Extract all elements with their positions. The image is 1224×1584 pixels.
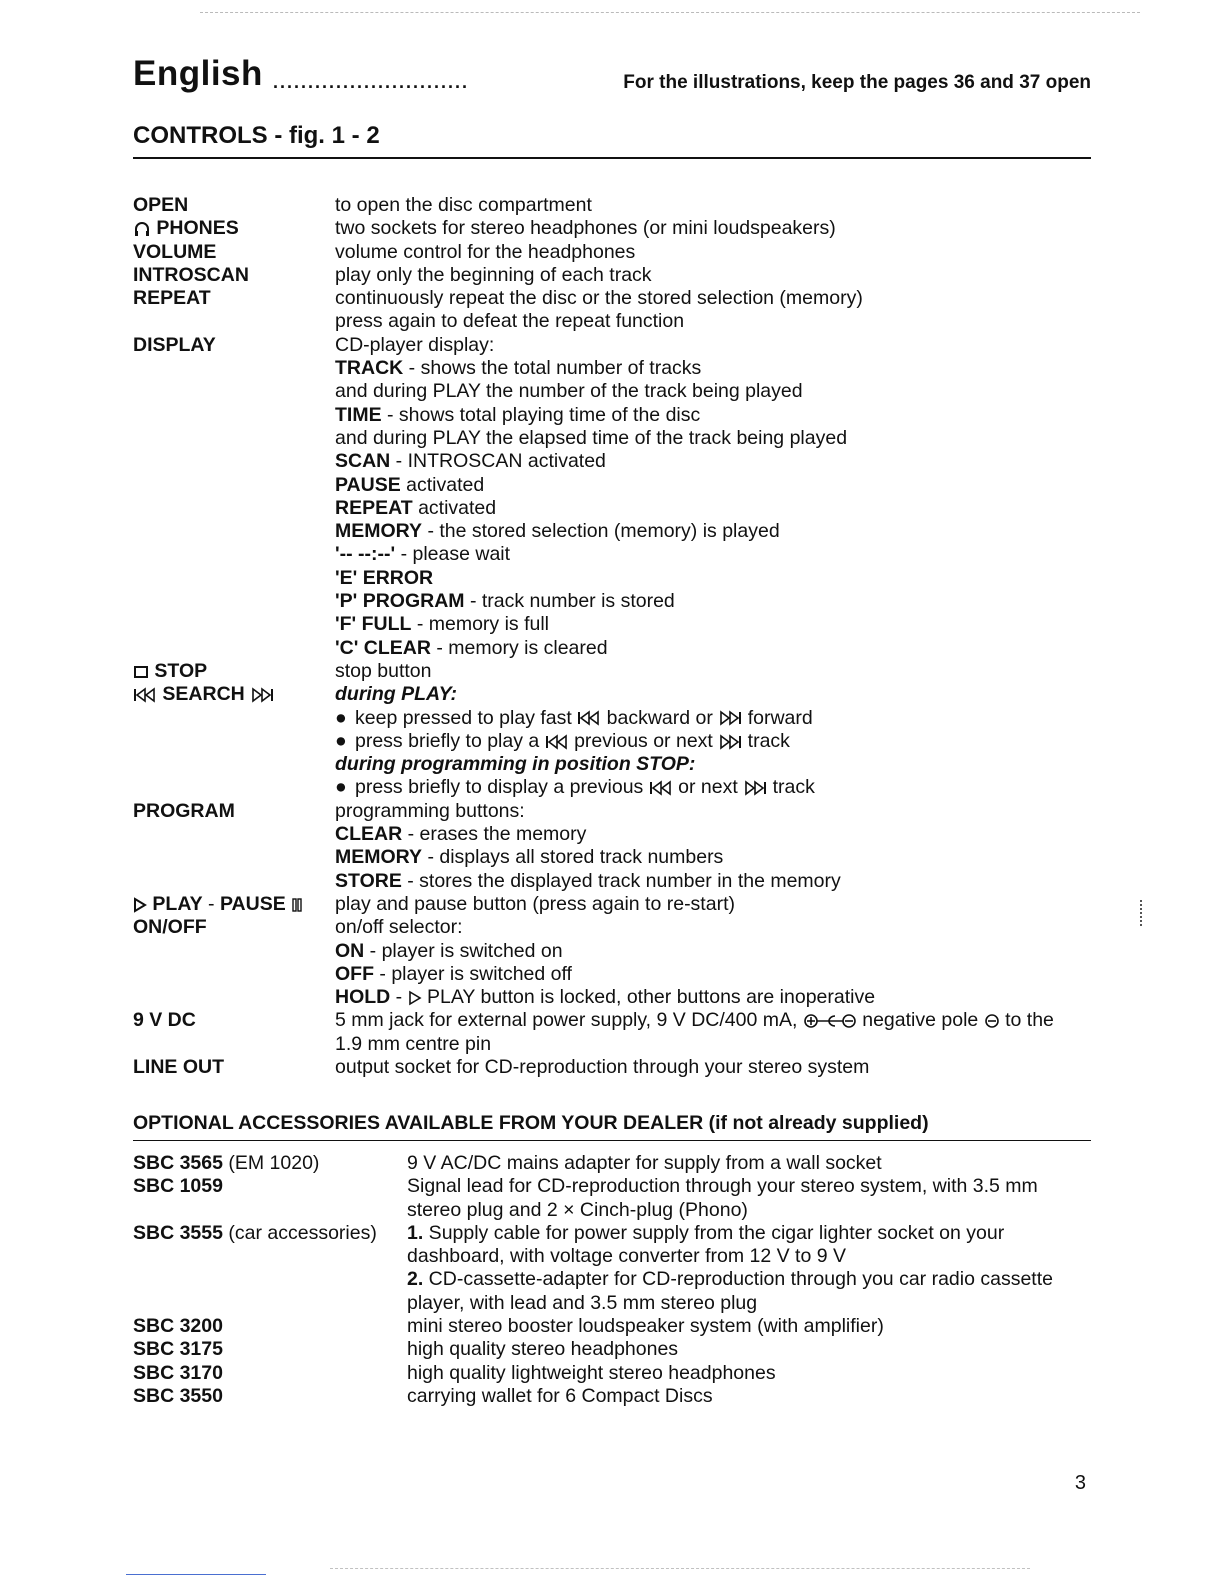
scan-artifact-top <box>200 12 1140 13</box>
onoff-intro: on/off selector: <box>335 916 463 939</box>
accessory-code: SBC 3550 <box>133 1384 223 1407</box>
play-icon <box>408 990 422 1006</box>
accessory-desc: dashboard, with voltage converter from 12 V to 9 V <box>407 1245 846 1268</box>
accessory-desc: high quality lightweight stereo headphones <box>407 1361 776 1384</box>
accessories-title: OPTIONAL ACCESSORIES AVAILABLE FROM YOUR DEALER (if not already supplied) <box>133 1112 929 1134</box>
previous-icon <box>133 687 157 703</box>
control-term: 9 V DC <box>133 1009 196 1032</box>
control-term: PAUSE <box>219 892 286 915</box>
accessory-sbc3200 <box>133 1315 1091 1338</box>
display-time-detail: and during PLAY the elapsed time of the track being played <box>335 426 848 449</box>
play-icon <box>133 897 147 913</box>
previous-icon <box>649 780 673 796</box>
polarity-icon <box>803 1012 857 1030</box>
control-search <box>133 683 1093 799</box>
control-term: ON/OFF <box>133 916 207 939</box>
scan-artifact-margin <box>1140 900 1146 926</box>
display-wait: '-- --:--' - please wait <box>335 543 511 566</box>
display-error: 'E' ERROR <box>335 566 434 589</box>
accessory-desc: stereo plug and 2 × Cinch-plug (Phono) <box>407 1198 748 1221</box>
controls-list <box>133 194 1093 1079</box>
controls-divider <box>133 157 1091 159</box>
control-term: SEARCH <box>162 683 245 706</box>
dc-desc-2: 1.9 mm centre pin <box>335 1032 492 1055</box>
accessory-sbc3550 <box>133 1385 1091 1408</box>
bullet-icon: ● <box>335 776 347 799</box>
display-program: 'P' PROGRAM - track number is stored <box>335 590 675 613</box>
search-bullet-3: ● press briefly to display a previous or next track <box>335 776 815 799</box>
program-memory: MEMORY - displays all stored track numbers <box>335 846 724 869</box>
program-intro: programming buttons: <box>335 799 525 822</box>
control-term: PLAY <box>152 892 203 915</box>
next-icon <box>250 687 274 703</box>
accessory-desc: carrying wallet for 6 Compact Discs <box>407 1384 713 1407</box>
program-clear: CLEAR - erases the memory <box>335 823 587 846</box>
onoff-hold: HOLD - PLAY button is locked, other buttons are inoperative <box>335 986 876 1009</box>
accessory-sbc3175 <box>133 1338 1091 1361</box>
search-during-play: during PLAY: <box>335 683 458 706</box>
display-memory: MEMORY - the stored selection (memory) is played <box>335 520 780 543</box>
control-desc: play and pause button (press again to re-start) <box>335 892 735 915</box>
search-bullet-1: ● keep pressed to play fast backward or forward <box>335 706 813 729</box>
accessory-desc: mini stereo booster loudspeaker system (with amplifier) <box>407 1315 884 1338</box>
next-icon <box>718 734 742 750</box>
stop-icon <box>133 664 149 680</box>
control-stop <box>133 660 1093 683</box>
bullet-icon: ● <box>335 706 347 729</box>
pause-icon <box>291 897 303 913</box>
control-line-out <box>133 1056 1093 1079</box>
control-term: VOLUME <box>133 240 217 263</box>
search-during-programming: during programming in position STOP: <box>335 753 696 776</box>
control-open <box>133 194 1093 217</box>
control-term: INTROSCAN <box>133 263 249 286</box>
accessories-divider <box>133 1140 1091 1141</box>
controls-title: CONTROLS - fig. 1 - 2 <box>133 122 380 149</box>
control-desc: output socket for CD-reproduction through your stereo system <box>335 1055 870 1078</box>
control-desc: two sockets for stereo headphones (or mini loudspeakers) <box>335 217 836 240</box>
control-volume <box>133 241 1093 264</box>
accessory-desc: Signal lead for CD-reproduction through your stereo system, with 3.5 mm <box>407 1175 1038 1198</box>
onoff-off: OFF - player is switched off <box>335 962 572 985</box>
display-scan: SCAN - INTROSCAN activated <box>335 450 606 473</box>
scan-artifact-bottom <box>330 1568 1030 1569</box>
control-desc: to open the disc compartment <box>335 194 592 216</box>
control-on-off <box>133 916 1093 1009</box>
control-display <box>133 334 1093 660</box>
control-term: STOP <box>154 659 208 682</box>
program-store: STORE - stores the displayed track number in the memory <box>335 869 841 892</box>
previous-icon <box>545 734 569 750</box>
control-repeat <box>133 287 1093 334</box>
accessories-list <box>133 1152 1091 1408</box>
onoff-on: ON - player is switched on <box>335 939 563 962</box>
scan-artifact-blue-line <box>126 1574 266 1575</box>
display-time: TIME - shows total playing time of the disc <box>335 403 701 426</box>
display-clear: 'C' CLEAR - memory is cleared <box>335 636 608 659</box>
control-play-pause: PLAY - PAUSE play and pause button (press again to re-start) <box>133 893 1093 916</box>
accessory-sbc3555: SBC 3555 (car accessories) 1. Supply cable for power supply from the cigar lighter socket on your dashboard, with voltage converter from 12 V to 9 V 2. CD-cassette-adapter for CD-reproduction through you car radio cassette player, with lead and 3.5 mm stereo plug <box>133 1222 1091 1315</box>
illustration-note: For the illustrations, keep the pages 36 and 37 open <box>623 72 1091 93</box>
accessory-code: SBC 3175 <box>133 1338 223 1361</box>
control-desc: stop button <box>335 659 432 682</box>
display-track: TRACK - shows the total number of tracks <box>335 357 702 380</box>
accessory-code: SBC 3200 <box>133 1315 223 1338</box>
control-term: PHONES <box>156 217 239 240</box>
accessory-sbc3565: SBC 3565 (EM 1020) 9 V AC/DC mains adapter for supply from a wall socket <box>133 1152 1091 1175</box>
page-number: 3 <box>1074 1472 1086 1494</box>
display-pause: PAUSE activated <box>335 473 485 496</box>
control-phones <box>133 217 1093 240</box>
accessory-code: SBC 1059 <box>133 1175 223 1198</box>
control-program <box>133 800 1093 893</box>
next-icon <box>718 710 742 726</box>
display-full: 'F' FULL - memory is full <box>335 613 550 636</box>
control-term: OPEN <box>133 194 189 216</box>
accessory-sbc3170 <box>133 1362 1091 1385</box>
accessory-code: SBC 3170 <box>133 1361 223 1384</box>
accessory-desc: 9 V AC/DC mains adapter for supply from a wall socket <box>407 1152 882 1174</box>
control-desc: volume control for the headphones <box>335 240 636 263</box>
accessory-desc: 1. Supply cable for power supply from the cigar lighter socket on your <box>407 1221 1005 1244</box>
bullet-icon: ● <box>335 729 347 752</box>
control-term: DISPLAY <box>133 333 216 356</box>
minus-circle-icon <box>984 1013 1000 1029</box>
accessory-code: SBC 3565 <box>133 1152 223 1174</box>
control-desc: continuously repeat the disc or the stored selection (memory) <box>335 287 863 310</box>
previous-icon <box>577 710 601 726</box>
language-heading: English <box>133 54 263 93</box>
control-introscan <box>133 264 1093 287</box>
control-term: LINE OUT <box>133 1055 224 1078</box>
headphones-icon <box>133 220 151 238</box>
accessory-desc: 2. CD-cassette-adapter for CD-reproduction through you car radio cassette <box>407 1268 1053 1291</box>
dc-desc: 5 mm jack for external power supply, 9 V DC/400 mA, negative pole to the <box>335 1009 1054 1032</box>
display-intro: CD-player display: <box>335 333 495 356</box>
next-icon <box>743 780 767 796</box>
control-desc: press again to defeat the repeat function <box>335 310 685 333</box>
accessory-code: SBC 3555 <box>133 1221 223 1244</box>
search-bullet-2: ● press briefly to play a previous or next track <box>335 729 790 752</box>
control-9v-dc <box>133 1009 1093 1056</box>
control-desc: play only the beginning of each track <box>335 263 652 286</box>
accessory-desc: high quality stereo headphones <box>407 1338 679 1361</box>
control-term: REPEAT <box>133 287 211 310</box>
display-repeat: REPEAT activated <box>335 496 497 519</box>
control-term: PROGRAM <box>133 799 235 822</box>
accessory-sbc1059 <box>133 1175 1091 1222</box>
display-track-detail: and during PLAY the number of the track being played <box>335 380 803 403</box>
page-header <box>133 54 1091 98</box>
accessory-desc: player, with lead and 3.5 mm stereo plug <box>407 1291 758 1314</box>
dot-leader: ............................ <box>273 72 470 92</box>
